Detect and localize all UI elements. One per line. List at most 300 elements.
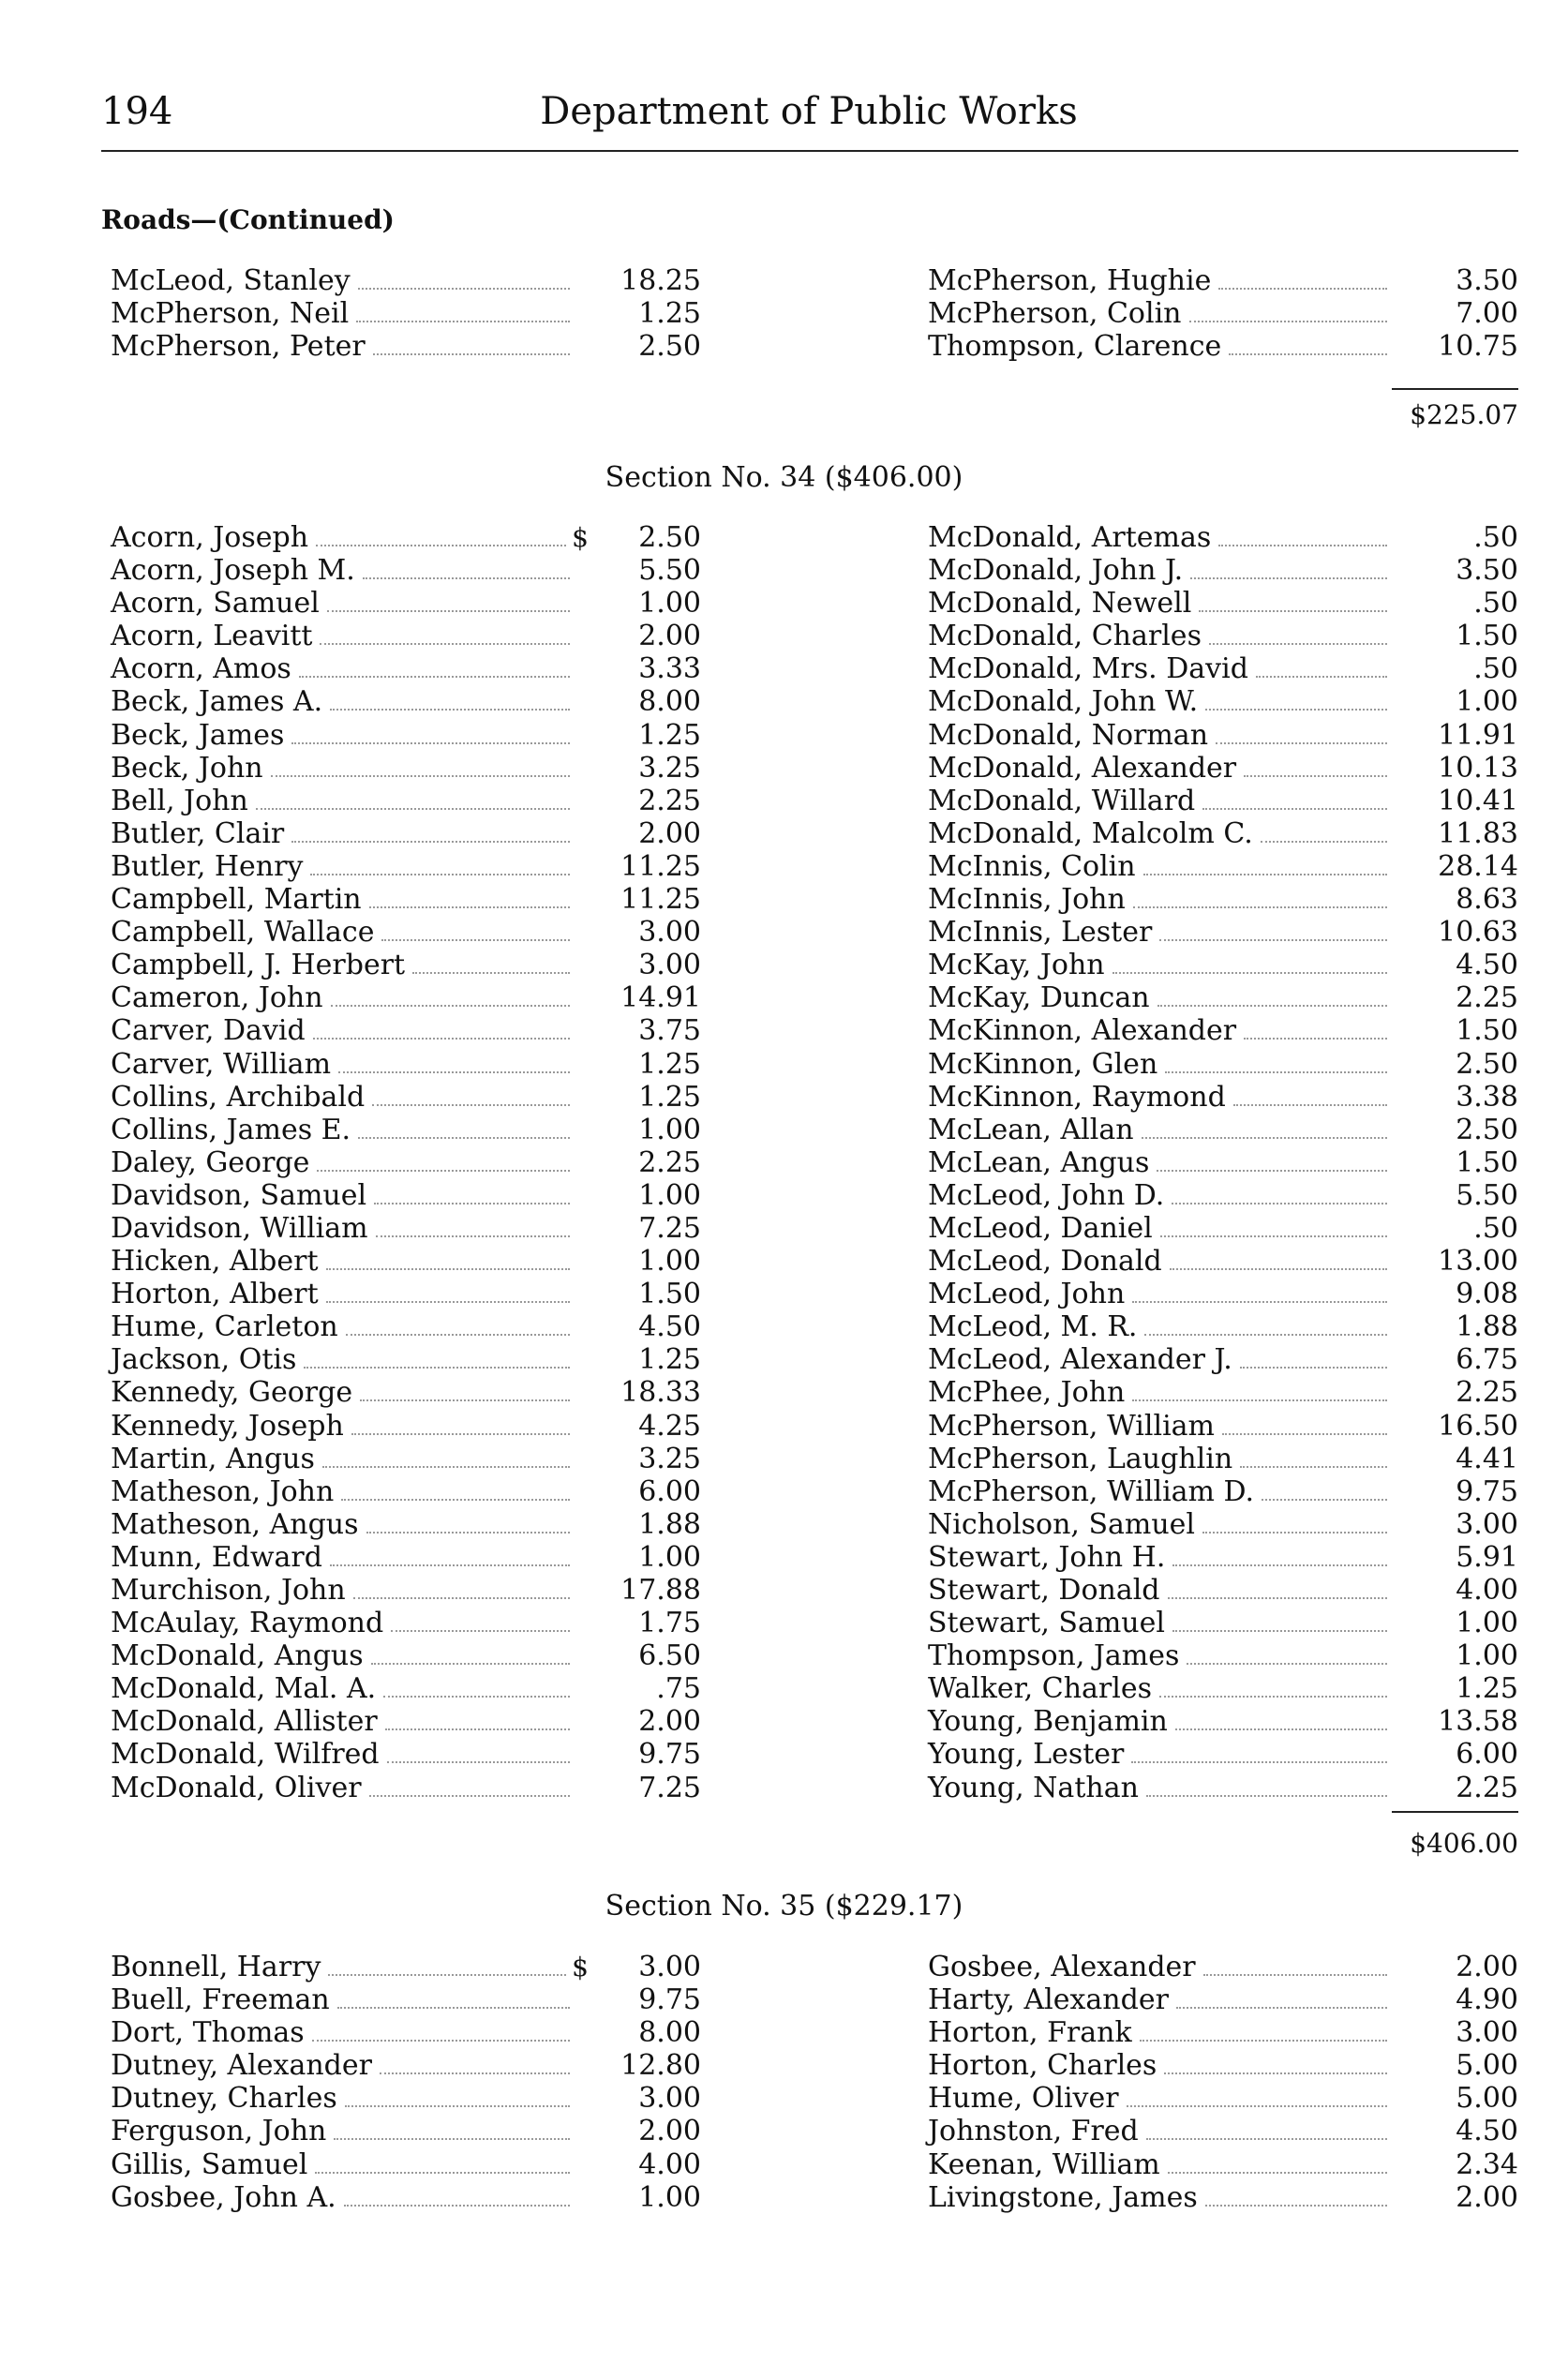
- payment-amount: 17.88: [620, 1574, 701, 1607]
- dot-leader: [1205, 709, 1387, 711]
- dot-leader: [316, 545, 566, 546]
- payee-name: McPherson, William D.: [928, 1474, 1255, 1508]
- ledger-entry: [928, 1951, 1518, 1983]
- ledger-entry: [111, 1212, 701, 1245]
- payee-name: Ferguson, John: [111, 2115, 327, 2148]
- payee-name: Acorn, Amos: [111, 652, 291, 686]
- payment-amount: 1.00: [1456, 685, 1518, 719]
- payee-name: McInnis, Lester: [928, 916, 1153, 950]
- dot-leader: [385, 1728, 570, 1730]
- dot-leader: [1222, 1433, 1387, 1435]
- dot-leader: [380, 2072, 570, 2074]
- dot-leader: [1261, 841, 1387, 843]
- dot-leader: [1244, 775, 1387, 777]
- section-34-title: Section No. 34 ($406.00): [605, 461, 963, 494]
- payee-name: McDonald, John W.: [928, 685, 1199, 719]
- dot-leader: [1233, 1104, 1387, 1106]
- dot-leader: [374, 1203, 570, 1204]
- dot-leader: [1256, 676, 1387, 678]
- ledger-entry: [928, 264, 1518, 297]
- ledger-entry: [928, 1343, 1518, 1376]
- dot-leader: [1202, 808, 1387, 810]
- payment-amount: 2.00: [1456, 2180, 1518, 2214]
- payee-name: Dutney, Charles: [111, 2082, 337, 2116]
- dot-leader: [1133, 906, 1387, 908]
- top-total-rule: [1392, 388, 1518, 390]
- ledger-entry: [111, 264, 701, 297]
- ledger-entry: [928, 1738, 1518, 1771]
- payee-name: Acorn, Samuel: [111, 587, 320, 621]
- payment-amount: 1.00: [638, 2180, 701, 2214]
- payee-name: McAulay, Raymond: [111, 1607, 384, 1640]
- payee-name: Butler, Clair: [111, 816, 285, 850]
- payment-amount: 2.50: [1456, 1113, 1518, 1146]
- payee-name: McLean, Allan: [928, 1113, 1134, 1146]
- payment-amount: .50: [1473, 652, 1518, 686]
- ledger-entry: [928, 1014, 1518, 1047]
- ledger-entry: [928, 1212, 1518, 1245]
- dollar-sign: $: [572, 522, 589, 553]
- dot-leader: [1209, 643, 1387, 645]
- dot-leader: [369, 906, 570, 908]
- dot-leader: [1157, 1170, 1387, 1172]
- payment-amount: 1.00: [638, 1178, 701, 1212]
- payee-name: Gosbee, John A.: [111, 2180, 336, 2214]
- payment-amount: 10.75: [1438, 330, 1518, 364]
- dot-leader: [358, 288, 570, 290]
- payee-name: Nicholson, Samuel: [928, 1507, 1196, 1541]
- payee-name: Young, Nathan: [928, 1771, 1139, 1804]
- payee-name: McDonald, Wilfred: [111, 1738, 380, 1772]
- dot-leader: [1160, 1235, 1387, 1237]
- payee-name: McLeod, Daniel: [928, 1211, 1153, 1245]
- payee-name: Collins, Archibald: [111, 1080, 366, 1114]
- payment-amount: 3.25: [638, 1442, 701, 1475]
- ledger-entry: [111, 1951, 701, 1983]
- dot-leader: [1218, 288, 1387, 290]
- ledger-entry: [928, 752, 1518, 785]
- ledger-entry: [111, 1443, 701, 1475]
- payee-name: Acorn, Joseph: [111, 521, 309, 554]
- payee-name: Bonnell, Harry: [111, 1951, 321, 1983]
- payee-name: McLeod, Stanley: [111, 264, 351, 297]
- dot-leader: [326, 1301, 570, 1303]
- ledger-entry: [111, 2049, 701, 2082]
- dot-leader: [1157, 1005, 1387, 1007]
- payee-name: Dutney, Alexander: [111, 2049, 372, 2083]
- ledger-entry: [928, 1114, 1518, 1146]
- dot-leader: [1229, 353, 1387, 355]
- payment-amount: 1.50: [1456, 620, 1518, 653]
- payee-name: McPherson, William: [928, 1409, 1215, 1443]
- dot-leader: [331, 1005, 570, 1007]
- dot-leader: [381, 939, 570, 941]
- payee-name: McDonald, Charles: [928, 620, 1202, 653]
- ledger-entry: [928, 2049, 1518, 2082]
- ledger-entry: [928, 297, 1518, 330]
- ledger-entry: [111, 1146, 701, 1179]
- payee-name: McKay, John: [928, 949, 1105, 982]
- payee-name: McPherson, Hughie: [928, 264, 1212, 297]
- ledger-entry: [928, 719, 1518, 752]
- payment-amount: 16.50: [1438, 1409, 1518, 1443]
- payment-amount: 1.00: [1456, 1607, 1518, 1640]
- dollar-sign: $: [572, 1952, 589, 1982]
- dot-leader: [1202, 1532, 1387, 1534]
- page-header: [101, 90, 1516, 148]
- payment-amount: 6.00: [1456, 1738, 1518, 1772]
- ledger-entry: [928, 1081, 1518, 1114]
- payee-name: McLeod, John: [928, 1278, 1126, 1311]
- ledger-entry: [111, 2148, 701, 2181]
- payee-name: Cameron, John: [111, 981, 323, 1015]
- payment-amount: 9.75: [638, 1738, 701, 1772]
- running-title: Department of Public Works: [540, 90, 1078, 133]
- section-35-title: Section No. 35 ($229.17): [605, 1890, 963, 1923]
- payment-amount: 1.00: [638, 1245, 701, 1279]
- dot-leader: [328, 1974, 566, 1976]
- dot-leader: [1140, 2040, 1387, 2042]
- payee-name: McDonald, Artemas: [928, 521, 1212, 554]
- ledger-entry: [928, 1772, 1518, 1804]
- payment-amount: 1.00: [638, 587, 701, 621]
- dot-leader: [1132, 1301, 1387, 1303]
- dot-leader: [372, 1104, 570, 1106]
- dot-leader: [1175, 1728, 1387, 1730]
- payment-amount: .75: [656, 1672, 701, 1706]
- dot-leader: [1203, 1974, 1387, 1976]
- payee-name: Davidson, Samuel: [111, 1178, 367, 1212]
- payee-name: Hume, Oliver: [928, 2082, 1119, 2116]
- payee-name: Carver, William: [111, 1047, 332, 1081]
- ledger-entry: [111, 785, 701, 817]
- ledger-entry: [111, 1508, 701, 1541]
- ledger-entry: [111, 1705, 701, 1738]
- payment-amount: 10.41: [1438, 784, 1518, 817]
- ledger-entry: [111, 685, 701, 718]
- dot-leader: [313, 1038, 570, 1040]
- payment-amount: 1.88: [638, 1507, 701, 1541]
- payee-name: McInnis, John: [928, 883, 1126, 917]
- payment-amount: 3.00: [1456, 2016, 1518, 2050]
- payee-name: Horton, Albert: [111, 1278, 319, 1311]
- payee-name: Young, Lester: [928, 1738, 1125, 1772]
- ledger-entry: [111, 1014, 701, 1047]
- payment-amount: 8.00: [638, 685, 701, 719]
- ledger-entry: [111, 916, 701, 949]
- dot-leader: [334, 2138, 570, 2140]
- payment-amount: 18.25: [620, 264, 701, 297]
- payment-amount: 2.00: [638, 816, 701, 850]
- ledger-entry: [928, 1245, 1518, 1278]
- payment-amount: .50: [1473, 521, 1518, 554]
- payee-name: McPherson, Colin: [928, 297, 1182, 331]
- dot-leader: [330, 709, 570, 711]
- payment-amount: 4.41: [1456, 1442, 1518, 1475]
- ledger-entry: [928, 981, 1518, 1014]
- payee-name: McDonald, Newell: [928, 587, 1192, 621]
- payee-name: Butler, Henry: [111, 849, 304, 883]
- ledger-entry: [111, 1772, 701, 1804]
- dot-leader: [345, 2105, 570, 2107]
- ledger-entry: [928, 1508, 1518, 1541]
- ledger-entry: [111, 2181, 701, 2214]
- ledger-entry: [111, 554, 701, 587]
- dot-leader: [322, 1466, 570, 1468]
- payee-name: Beck, John: [111, 751, 263, 785]
- payment-amount: 3.00: [638, 916, 701, 950]
- payment-amount: 2.25: [1456, 1771, 1518, 1804]
- ledger-entry: [111, 1574, 701, 1607]
- dot-leader: [412, 972, 570, 974]
- payment-amount: 4.90: [1456, 1983, 1518, 2017]
- payee-name: McLeod, M. R.: [928, 1310, 1138, 1344]
- ledger-entry: [928, 1607, 1518, 1639]
- payment-amount: 13.58: [1438, 1705, 1518, 1739]
- dot-leader: [353, 1597, 570, 1599]
- payee-name: Hicken, Albert: [111, 1245, 319, 1279]
- ledger-entry: [928, 817, 1518, 850]
- payee-name: Beck, James A.: [111, 685, 323, 719]
- payment-amount: 2.00: [1456, 1951, 1518, 1983]
- payee-name: Acorn, Leavitt: [111, 620, 313, 653]
- payee-name: Young, Benjamin: [928, 1705, 1168, 1739]
- payee-name: Campbell, J. Herbert: [111, 949, 406, 982]
- ledger-entry: [928, 1541, 1518, 1574]
- payee-name: Livingstone, James: [928, 2180, 1198, 2214]
- ledger-entry: [928, 2148, 1518, 2181]
- ledger-entry: [111, 620, 701, 652]
- dot-leader: [1187, 1663, 1387, 1665]
- payee-name: McPherson, Peter: [111, 330, 366, 364]
- payee-name: Stewart, Donald: [928, 1574, 1160, 1607]
- payee-name: Hume, Carleton: [111, 1310, 338, 1344]
- payment-amount: 1.25: [638, 297, 701, 331]
- payee-name: Matheson, John: [111, 1474, 335, 1508]
- ledger-entry: [928, 1410, 1518, 1443]
- payee-name: McDonald, Norman: [928, 718, 1209, 752]
- dot-leader: [327, 610, 570, 612]
- payee-name: Stewart, Samuel: [928, 1607, 1165, 1640]
- payee-name: Daley, George: [111, 1145, 310, 1179]
- page-number: 194: [101, 90, 173, 133]
- ledger-entry: [928, 850, 1518, 883]
- payment-amount: 1.50: [638, 1278, 701, 1311]
- payee-name: McInnis, Colin: [928, 849, 1136, 883]
- dot-leader: [299, 676, 570, 678]
- ledger-entry: [111, 1983, 701, 2016]
- ledger-entry: [111, 981, 701, 1014]
- dot-leader: [1189, 321, 1388, 322]
- payee-name: Davidson, William: [111, 1211, 368, 1245]
- ledger-entry: [111, 1179, 701, 1212]
- payment-amount: 2.50: [638, 330, 701, 364]
- payee-name: Horton, Frank: [928, 2016, 1132, 2050]
- payment-amount: 5.00: [1456, 2049, 1518, 2083]
- payee-name: McDonald, Alexander: [928, 751, 1237, 785]
- payment-amount: 1.00: [638, 1113, 701, 1146]
- dot-leader: [1199, 610, 1387, 612]
- payment-amount: 7.25: [638, 1211, 701, 1245]
- ledger-entry: [928, 2082, 1518, 2115]
- payment-amount: 1.88: [1456, 1310, 1518, 1344]
- dot-leader: [1240, 1466, 1387, 1468]
- payee-name: Murchison, John: [111, 1574, 346, 1607]
- dot-leader: [337, 2007, 570, 2009]
- payment-amount: 11.25: [620, 849, 701, 883]
- ledger-entry: [111, 949, 701, 981]
- payment-amount: 2.25: [1456, 1376, 1518, 1410]
- ledger-entry: [928, 1376, 1518, 1409]
- ledger-entry: [928, 587, 1518, 620]
- ledger-entry: [111, 1672, 701, 1705]
- payment-amount: 1.50: [1456, 1014, 1518, 1048]
- dot-leader: [291, 841, 570, 843]
- top-left-column: [111, 264, 701, 363]
- payment-amount: .50: [1473, 1211, 1518, 1245]
- dot-leader: [387, 1761, 570, 1763]
- payee-name: McPherson, Neil: [111, 297, 350, 331]
- ledger-entry: [928, 1179, 1518, 1212]
- payment-amount: 2.25: [1456, 981, 1518, 1015]
- payment-amount: 3.25: [638, 751, 701, 785]
- dot-leader: [356, 321, 570, 322]
- dot-leader: [1143, 874, 1387, 875]
- payment-amount: 2.50: [1456, 1047, 1518, 1081]
- dot-leader: [1205, 2205, 1387, 2207]
- ledger-entry: [928, 949, 1518, 981]
- dot-leader: [1218, 545, 1387, 546]
- payment-amount: 9.75: [1456, 1474, 1518, 1508]
- dot-leader: [371, 1663, 570, 1665]
- ledger-entry: [928, 1574, 1518, 1607]
- ledger-entry: [111, 883, 701, 916]
- dot-leader: [1159, 1696, 1387, 1698]
- ledger-entry: [928, 916, 1518, 949]
- dot-leader: [1165, 1071, 1387, 1073]
- payment-amount: 6.00: [638, 1474, 701, 1508]
- ledger-entry: [928, 685, 1518, 718]
- payee-name: Harty, Alexander: [928, 1983, 1169, 2017]
- dot-leader: [373, 353, 570, 355]
- payee-name: Horton, Charles: [928, 2049, 1157, 2083]
- payment-amount: 2.00: [638, 1705, 701, 1739]
- ledger-entry: [111, 1607, 701, 1639]
- section-35-left-column: [111, 1951, 701, 2214]
- dot-leader: [376, 1235, 570, 1237]
- payee-name: McDonald, Mal. A.: [111, 1672, 377, 1706]
- top-right-column: [928, 264, 1518, 363]
- payment-amount: 2.50: [638, 521, 701, 554]
- dot-leader: [344, 2205, 570, 2207]
- payment-amount: 3.75: [638, 1014, 701, 1048]
- payment-amount: 11.25: [620, 883, 701, 917]
- payee-name: Campbell, Martin: [111, 883, 362, 917]
- ledger-entry: [111, 587, 701, 620]
- payment-amount: 10.13: [1438, 751, 1518, 785]
- payment-amount: 9.08: [1456, 1278, 1518, 1311]
- dot-leader: [341, 1499, 570, 1501]
- payee-name: McDonald, Willard: [928, 784, 1196, 817]
- payment-amount: 11.83: [1438, 816, 1518, 850]
- payee-name: McPhee, John: [928, 1376, 1126, 1410]
- dot-leader: [1132, 1399, 1387, 1401]
- payment-amount: 2.25: [638, 1145, 701, 1179]
- ledger-entry: [111, 1278, 701, 1310]
- dot-leader: [369, 1795, 570, 1797]
- payment-amount: 1.25: [638, 1080, 701, 1114]
- payee-name: McLeod, John D.: [928, 1178, 1165, 1212]
- dot-leader: [383, 1696, 570, 1698]
- ledger-entry: [111, 1310, 701, 1343]
- payee-name: Keenan, William: [928, 2147, 1160, 2181]
- payment-amount: 3.00: [638, 2082, 701, 2116]
- ledger-entry: [928, 1146, 1518, 1179]
- ledger-entry: [928, 785, 1518, 817]
- dot-leader: [315, 2172, 570, 2174]
- dot-leader: [310, 874, 570, 875]
- dot-leader: [1172, 1203, 1387, 1204]
- payee-name: McDonald, Oliver: [111, 1771, 362, 1804]
- ledger-entry: [928, 2115, 1518, 2147]
- payment-amount: 3.00: [1456, 1507, 1518, 1541]
- ledger-entry: [111, 719, 701, 752]
- ledger-entry: [928, 1310, 1518, 1343]
- ledger-entry: [928, 1048, 1518, 1081]
- payee-name: Munn, Edward: [111, 1540, 322, 1574]
- header-rule: [101, 150, 1518, 152]
- payee-name: Thompson, James: [928, 1639, 1180, 1673]
- payment-amount: 14.91: [620, 981, 701, 1015]
- payee-name: Bell, John: [111, 784, 248, 817]
- dot-leader: [256, 808, 570, 810]
- dot-leader: [304, 1367, 570, 1369]
- ledger-entry: [111, 817, 701, 850]
- payment-amount: 1.00: [1456, 1639, 1518, 1673]
- payment-amount: 2.34: [1456, 2147, 1518, 2181]
- payee-name: McLeod, Donald: [928, 1245, 1162, 1279]
- payee-name: Jackson, Otis: [111, 1343, 297, 1377]
- dot-leader: [1146, 2138, 1387, 2140]
- top-total: $225.07: [1410, 399, 1518, 430]
- payment-amount: 4.50: [1456, 2115, 1518, 2148]
- payee-name: McKay, Duncan: [928, 981, 1150, 1015]
- dot-leader: [1240, 1367, 1387, 1369]
- payee-name: McKinnon, Glen: [928, 1047, 1158, 1081]
- dot-leader: [291, 742, 570, 744]
- payee-name: McDonald, Malcolm C.: [928, 816, 1253, 850]
- ledger-entry: [928, 1705, 1518, 1738]
- payment-amount: 18.33: [620, 1376, 701, 1410]
- payment-amount: 1.25: [638, 1047, 701, 1081]
- ledger-entry: [111, 752, 701, 785]
- ledger-entry: [111, 1343, 701, 1376]
- section-34-total-rule: [1392, 1811, 1518, 1813]
- ledger-entry: [111, 1410, 701, 1443]
- payee-name: Gosbee, Alexander: [928, 1951, 1196, 1983]
- dot-leader: [1146, 1795, 1387, 1797]
- payee-name: Kennedy, Joseph: [111, 1409, 344, 1443]
- payment-amount: 28.14: [1438, 849, 1518, 883]
- dot-leader: [1176, 2007, 1387, 2009]
- payee-name: McLean, Angus: [928, 1145, 1150, 1179]
- dot-leader: [366, 1532, 571, 1534]
- dot-leader: [1262, 1499, 1387, 1501]
- dot-leader: [363, 577, 570, 579]
- dot-leader: [1170, 1268, 1387, 1270]
- payee-name: McDonald, John J.: [928, 554, 1184, 588]
- payment-amount: 5.00: [1456, 2082, 1518, 2116]
